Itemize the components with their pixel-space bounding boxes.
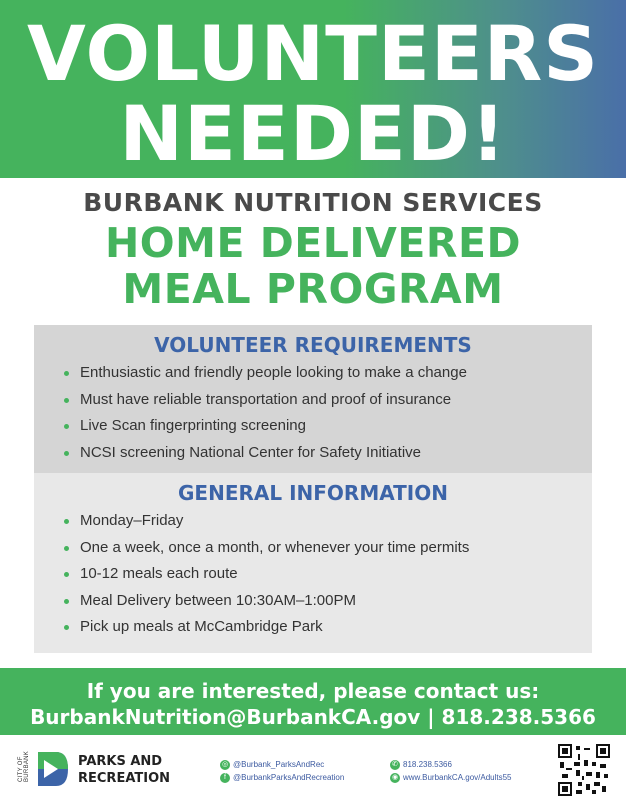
list-item (80, 361, 592, 388)
list-item (80, 509, 592, 536)
list-item-text: NCSI screening National Center for Safety Initiative (80, 443, 421, 461)
requirements-heading: VOLUNTEER REQUIREMENTS (154, 333, 472, 357)
website-link[interactable] (390, 772, 512, 784)
bullet-icon (64, 572, 69, 577)
list-item (80, 388, 592, 415)
bullet-icon (64, 451, 69, 456)
instagram-icon: ◎ (221, 760, 229, 768)
phone-text: 818.238.5366 (403, 760, 452, 769)
list-item-text: 10-12 meals each route (80, 565, 238, 582)
list-item (80, 589, 592, 616)
facebook-handle[interactable] (220, 772, 344, 784)
facebook-text: @BurbankParksAndRecreation (233, 773, 345, 782)
requirements-panel (34, 325, 592, 473)
department-name (78, 753, 170, 787)
list-item (80, 441, 592, 468)
bullet-icon (64, 625, 69, 630)
department-name-line-2: RECREATION (78, 771, 171, 786)
department-name-line-1: PARKS AND (78, 754, 163, 769)
program-title-line-1: HOME DELIVERED (104, 219, 522, 267)
headline-banner (0, 0, 626, 178)
city-label: CITY OF BURBANK (18, 750, 30, 782)
parks-logo-icon (36, 750, 70, 788)
general-info-heading: GENERAL INFORMATION (178, 481, 448, 505)
list-item-text: Live Scan fingerprinting screening (80, 417, 306, 434)
list-item-text: Enthusiastic and friendly people looking to make a change (80, 364, 467, 381)
list-item (80, 615, 592, 642)
contact-banner (0, 668, 626, 735)
bullet-icon (64, 424, 69, 429)
list-item (80, 414, 592, 441)
contact-details[interactable]: BurbankNutrition@BurbankCA.gov | 818.238.5366 (30, 705, 596, 729)
list-item-text: Meal Delivery between 10:30AM–1:00PM (80, 591, 356, 609)
qr-code-icon[interactable] (558, 744, 610, 796)
requirements-list (34, 361, 592, 467)
bullet-icon (64, 398, 69, 403)
program-title-line-2: MEAL PROGRAM (122, 265, 504, 313)
bullet-icon (64, 599, 69, 604)
list-item (80, 536, 592, 563)
website-text: www.BurbankCA.gov/Adults55 (403, 773, 512, 782)
phone-icon: ✆ (390, 760, 400, 770)
general-info-list (34, 509, 592, 642)
organization-subtitle: BURBANK NUTRITION SERVICES (83, 188, 543, 217)
phone-contact[interactable] (390, 759, 452, 771)
headline-line-1: VOLUNTEERS (26, 9, 600, 98)
program-title (0, 220, 626, 312)
facebook-icon: f (220, 773, 230, 783)
list-item-text: One a week, once a month, or whenever your time permits (80, 538, 470, 556)
bullet-icon (64, 546, 69, 551)
bullet-icon (64, 371, 69, 376)
list-item-text: Must have reliable transportation and proof of insurance (80, 390, 452, 408)
general-info-panel (34, 473, 592, 653)
instagram-handle[interactable] (220, 759, 324, 771)
list-item (80, 562, 592, 589)
globe-icon: ◉ (391, 773, 399, 781)
bullet-icon (64, 519, 69, 524)
headline-line-2: NEEDED! (119, 89, 507, 178)
list-item-text: Pick up meals at McCambridge Park (80, 618, 323, 635)
contact-prompt: If you are interested, please contact us: (86, 679, 540, 703)
list-item-text: Monday–Friday (80, 512, 184, 529)
instagram-text: @Burbank_ParksAndRec (233, 760, 325, 769)
